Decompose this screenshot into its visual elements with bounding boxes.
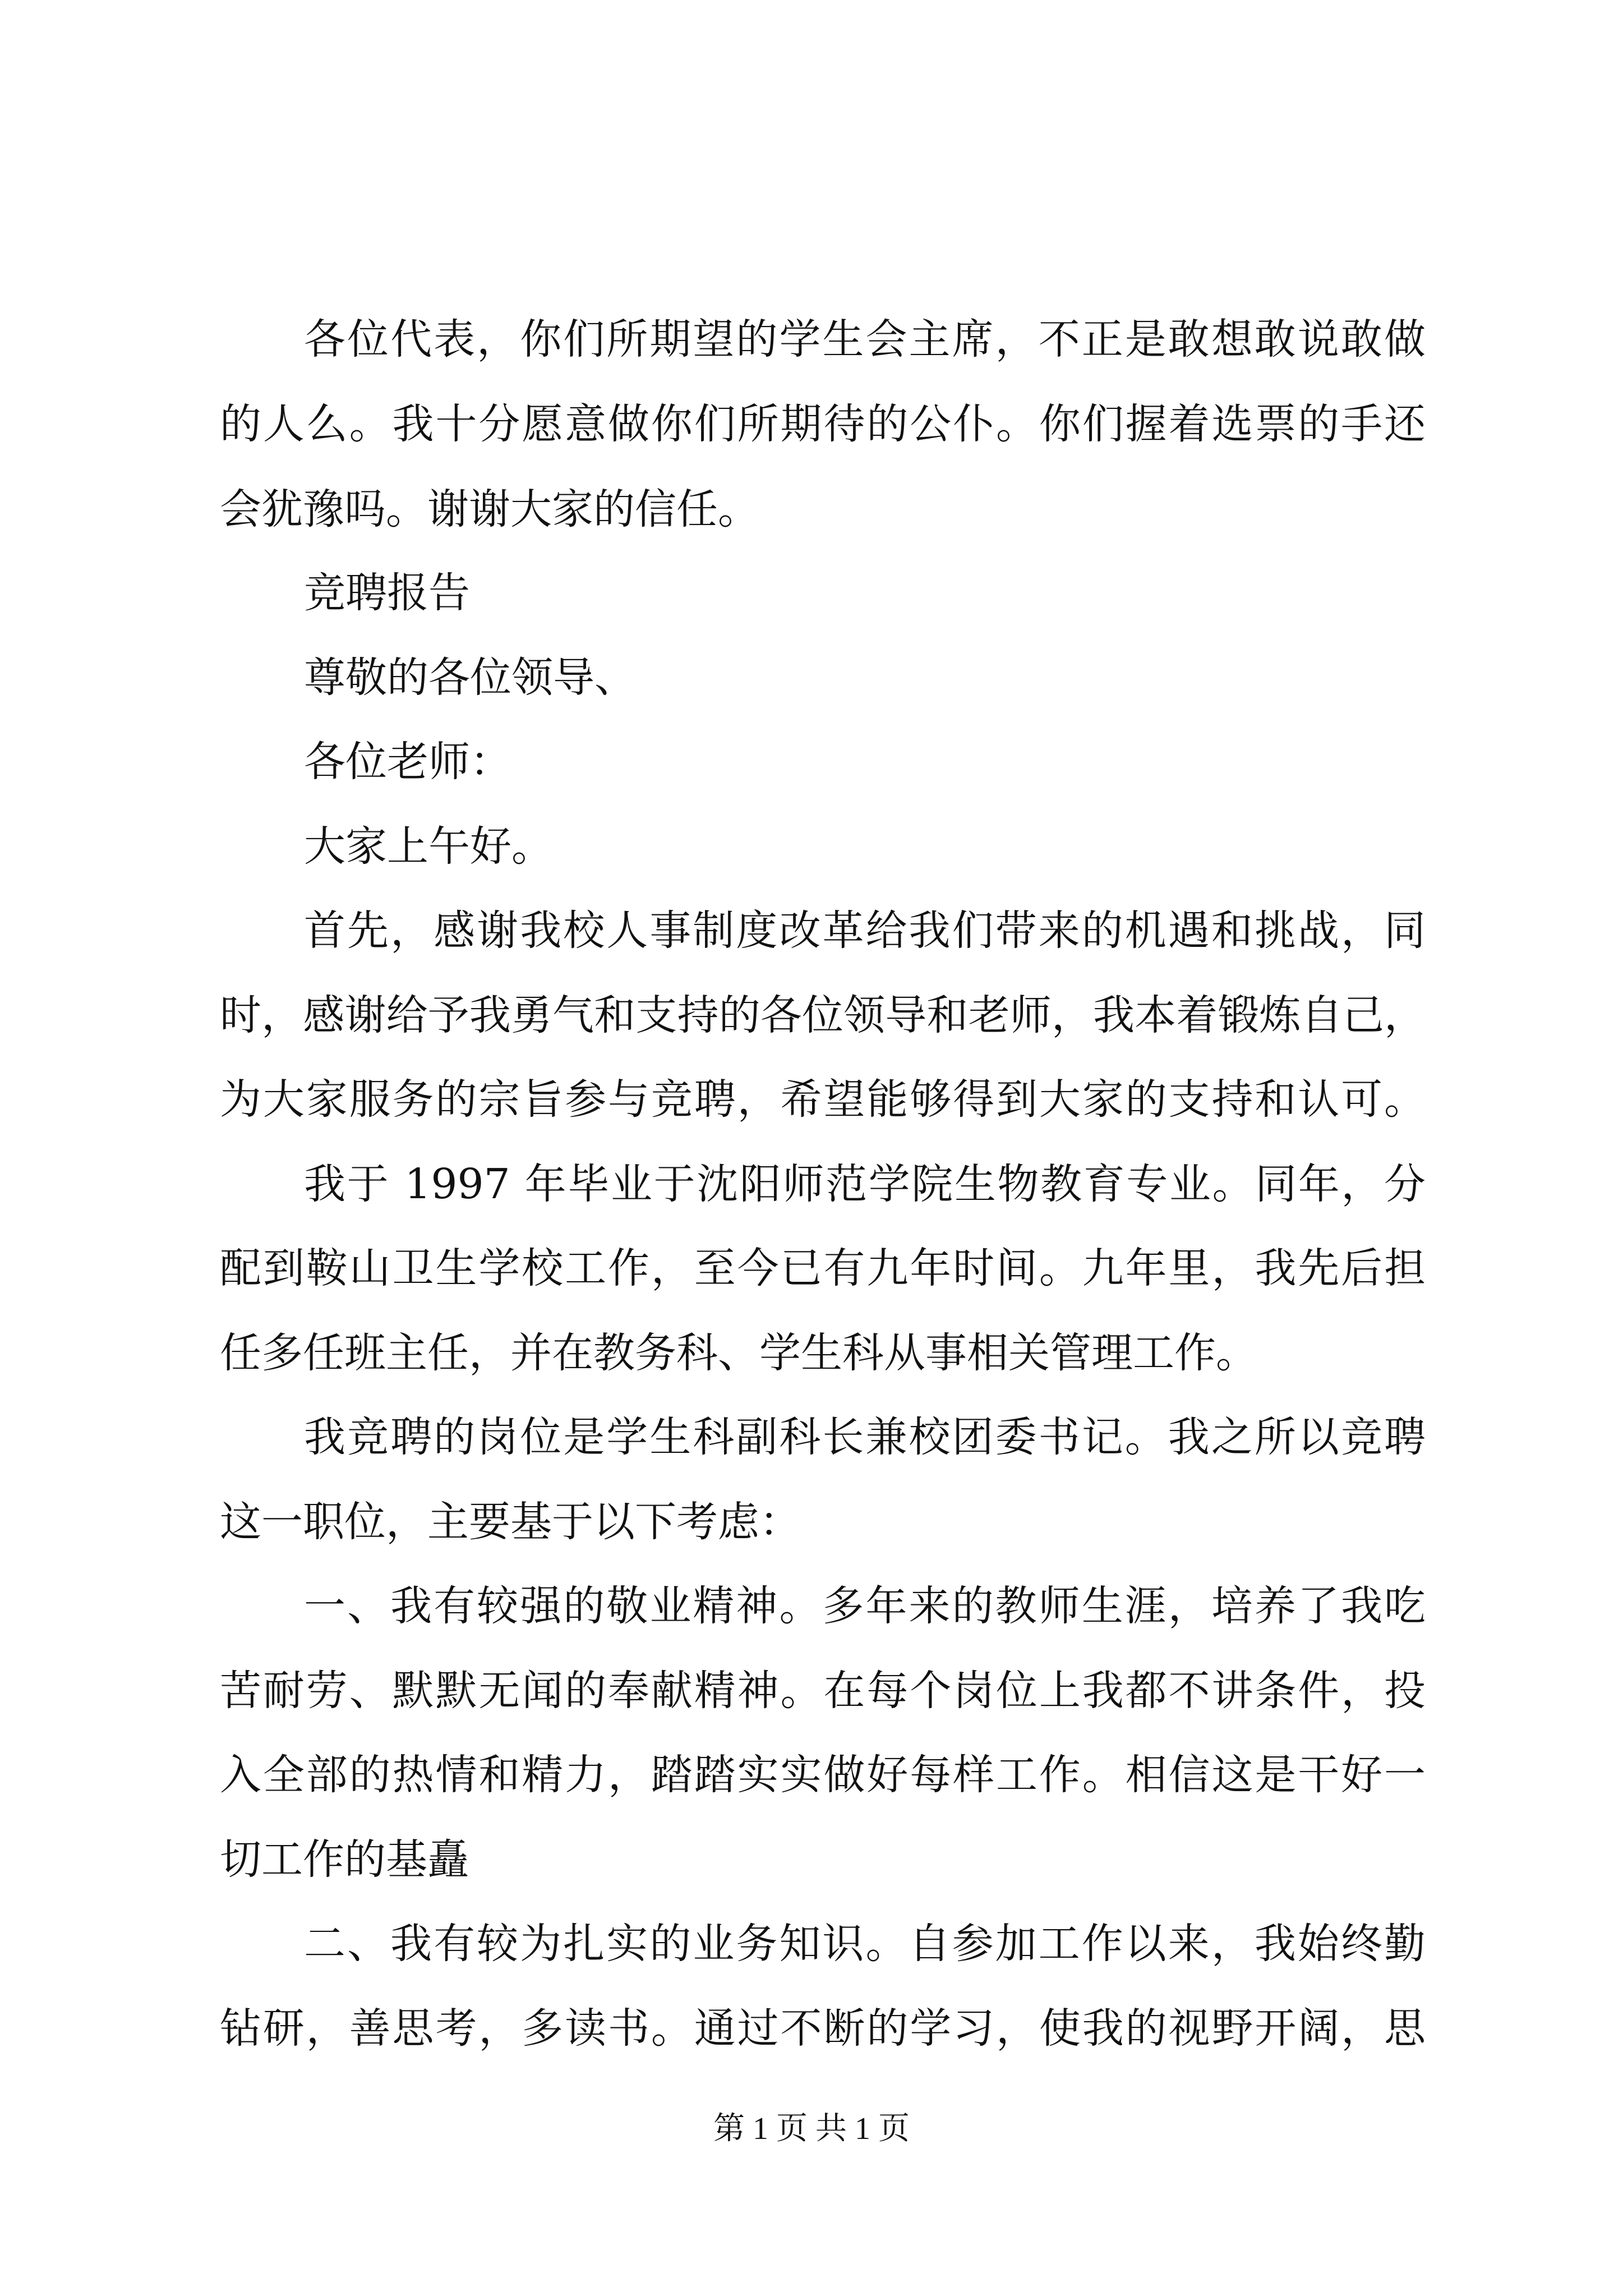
paragraph-line: 为大家服务的宗旨参与竞聘，希望能够得到大家的支持和认可。 xyxy=(220,1075,1426,1124)
paragraph-line: 首先，感谢我校人事制度改革给我们带来的机遇和挑战，同 xyxy=(304,907,1426,955)
page-footer: 第 1 页 共 1 页 xyxy=(713,2111,910,2146)
paragraph-line: 时，感谢给予我勇气和支持的各位领导和老师，我本着锻炼自己， xyxy=(220,991,1426,1039)
paragraph-line: 会犹豫吗。谢谢大家的信任。 xyxy=(220,485,759,533)
paragraph-line: 苦耐劳、默默无闻的奉献精神。在每个岗位上我都不讲条件，投 xyxy=(220,1667,1426,1715)
section-heading: 竞聘报告 xyxy=(304,569,470,617)
paragraph-line: 我竞聘的岗位是学生科副科长兼校团委书记。我之所以竞聘 xyxy=(304,1413,1426,1461)
paragraph-line: 入全部的热情和精力，踏踏实实做好每样工作。相信这是干好一 xyxy=(220,1751,1426,1799)
paragraph-line: 各位代表，你们所期望的学生会主席，不正是敢想敢说敢做 xyxy=(304,315,1426,364)
paragraph-line: 切工作的基矗 xyxy=(220,1835,469,1884)
paragraph-line: 钻研，善思考，多读书。通过不断的学习，使我的视野开阔，思 xyxy=(220,2004,1426,2053)
paragraph-line: 配到鞍山卫生学校工作，至今已有九年时间。九年里，我先后担 xyxy=(220,1244,1426,1292)
salutation-line: 各位老师： xyxy=(304,738,511,786)
greeting-line: 大家上午好。 xyxy=(304,822,553,871)
paragraph-line: 这一职位，主要基于以下考虑： xyxy=(220,1498,801,1546)
salutation-line: 尊敬的各位领导、 xyxy=(304,654,636,702)
paragraph-line: 我于 1997 年毕业于沈阳师范学院生物教育专业。同年，分 xyxy=(304,1160,1426,1208)
paragraph-line: 二、我有较为扎实的业务知识。自参加工作以来，我始终勤 xyxy=(304,1920,1426,1968)
paragraph-line: 任多任班主任，并在教务科、学生科从事相关管理工作。 xyxy=(220,1329,1257,1377)
paragraph-line: 的人么。我十分愿意做你们所期待的公仆。你们握着选票的手还 xyxy=(220,400,1426,448)
paragraph-line: 一、我有较强的敬业精神。多年来的教师生涯，培养了我吃 xyxy=(304,1582,1426,1630)
